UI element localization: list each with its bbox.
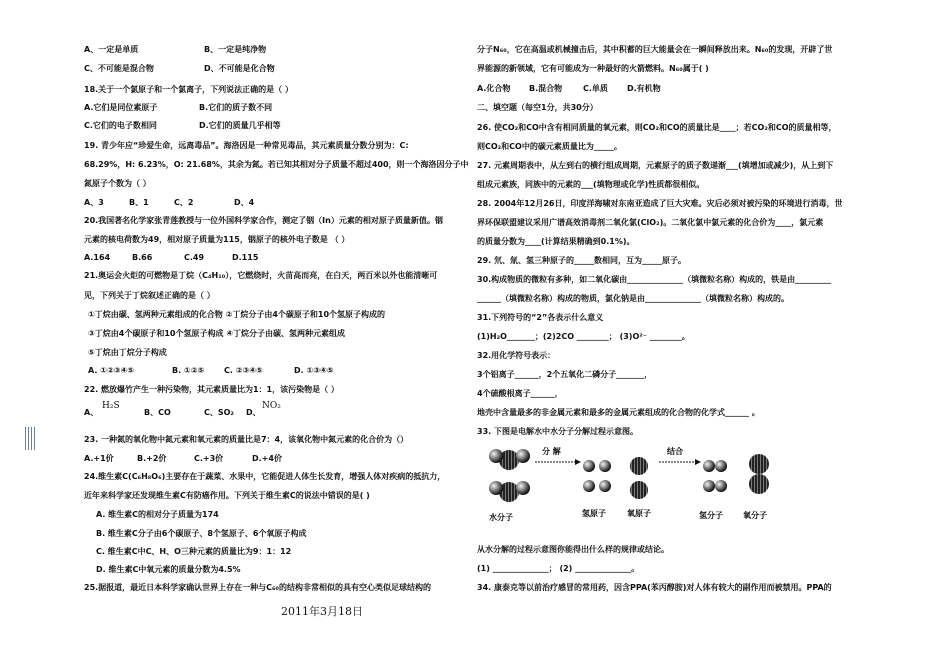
right-line: ______（填微粒名称）构成的物质，氯化钠是由______________（填微粒名称）构成的。 xyxy=(477,294,789,303)
left-line: 24.维生素C(C₆H₈O₆)主要存在于蔬菜、水果中，它能促进人体生长发育，增强人体对疾病的抵抗力， xyxy=(84,472,446,481)
label-hydrogen-molecule: 氢分子 xyxy=(699,511,723,520)
right-line: C.单质 xyxy=(583,84,608,93)
label-water-molecule: 水分子 xyxy=(489,513,513,522)
left-line: D、 xyxy=(246,408,261,417)
left-line: 21.奥运会火炬的可燃物是丁烷（C₄H₁₀），它燃烧时，火苗高而亮，在白天，两百米以外也能清晰可 xyxy=(84,271,438,280)
arrow-label-combine: 结合 xyxy=(667,447,683,456)
left-line: D、4 xyxy=(234,198,255,207)
right-line: 从水分解的过程示意图你能得出什么样的规律或结论。 xyxy=(477,545,669,554)
right-line: (1)H₂O_______；(2)2CO ________； (3)O²⁻ ________。 xyxy=(477,332,690,341)
right-line: B.混合物 xyxy=(529,84,563,93)
left-line: A. ①②③④⑤ xyxy=(88,366,135,375)
left-line: ③丁烷由4个碳原子和10个氢原子构成 ④丁烷分子由碳、氢两种元素组成 xyxy=(88,329,346,338)
left-line: 25.据报道，最近日本科学家确认世界上存在一种与C₆₀的结构非常相似的具有空心类似足球结构的 xyxy=(84,583,432,592)
left-line: A、 xyxy=(84,408,99,417)
right-line: 29. 氘、氚、氢三种原子的_____数相同，互为_____原子。 xyxy=(477,256,686,265)
left-line: C. 维生素C中C、H、O三种元素的质量比为9：1：12 xyxy=(96,547,292,556)
left-line: B、1 xyxy=(129,198,149,207)
left-line: A. 维生素C的相对分子质量为174 xyxy=(96,510,219,519)
oxygen-atoms xyxy=(630,457,648,499)
formula-no2: NO₂ xyxy=(262,401,281,411)
left-line: 见，下列关于丁烷叙述正确的是（ ） xyxy=(84,291,215,300)
left-line: D、不可能是化合物 xyxy=(204,64,275,73)
label-oxygen-atom: 氧原子 xyxy=(627,509,651,518)
label-hydrogen-atom: 氢原子 xyxy=(582,509,606,518)
hydrogen-atom xyxy=(516,481,530,495)
right-line: 3个铝离子______，2个五氧化二磷分子_______， xyxy=(477,370,653,379)
right-line: 界环保联盟建议采用广谱高效消毒剂二氧化氯(ClO₂)。二氧化氯中氯元素的化合价为____，氯元素 xyxy=(477,218,824,227)
binding-marks xyxy=(25,427,37,450)
left-line: 氮原子个数为（ ） xyxy=(84,179,151,188)
left-line: 元素的核电荷数为49，相对原子质量为115，铟原子的核外电子数是 （ ） xyxy=(84,235,350,244)
left-line: B.它们的质子数不同 xyxy=(199,103,273,112)
left-line: A、3 xyxy=(84,198,104,207)
left-line: 23. 一种氮的氧化物中氮元素和氧元素的质量比是7：4，该氧化物中氮元素的化合价为（） xyxy=(84,435,409,444)
left-line: C.+3价 xyxy=(194,454,224,463)
right-line: 的质量分数为____(计算结果精确到0.1%)。 xyxy=(477,237,635,246)
arrow-label-decompose: 分 解 xyxy=(542,447,561,456)
right-line: 30.构成物质的微粒有多种，如二氧化碳由______________（填微粒名称）构成的，铁是由_________ xyxy=(477,275,832,284)
left-line: 68.29%，H: 6.23%，O: 21.68%，其余为氮。若已知其相对分子质量不超过400，则一个海洛因分子中 xyxy=(84,160,469,169)
right-line: 32.用化学符号表示： xyxy=(477,351,556,360)
left-line: B. ①②⑤ xyxy=(172,366,205,375)
right-line: A.化合物 xyxy=(477,84,511,93)
left-line: 20.我国著名化学家张青莲教授与一位外国科学家合作，测定了铟（In）元素的相对原子质量新值。铟 xyxy=(84,216,443,225)
hydrogen-atom xyxy=(489,481,503,495)
right-line: 二、填空题（每空1分，共30分） xyxy=(477,103,598,112)
left-line: C.49 xyxy=(184,253,205,262)
left-line: 18.关于一个氯原子和一个氯离子，下列说法正确的是（ ） xyxy=(84,85,293,94)
left-line: A.164 xyxy=(84,253,111,262)
left-line: D.它们的质量几乎相等 xyxy=(199,121,281,130)
right-line: 34. 康泰克等以前治疗感冒的常用药，因含PPA(苯丙醇胺)对人体有较大的副作用而被禁用。PPA的 xyxy=(477,583,832,592)
left-line: D. 维生素C中氧元素的质量分数为4.5% xyxy=(96,565,241,574)
right-line: 组成元素族，同族中的元素的___(填物理或化学)性质都很相似。 xyxy=(477,180,705,189)
right-line: 4个硫酸根离子______， xyxy=(477,389,563,398)
left-line: D.115 xyxy=(232,253,259,262)
left-line: 19. 青少年应“珍爱生命，远离毒品”。海洛因是一种常见毒品，其元素质量分数分别为：C: xyxy=(84,141,409,150)
left-line: ①丁烷由碳、氢两种元素组成的化合物 ②丁烷分子由4个碳原子和10个氢原子构成的 xyxy=(88,310,386,319)
hydrogen-atom xyxy=(516,449,530,463)
left-line: D.+4价 xyxy=(252,454,282,463)
left-line: B、一定是纯净物 xyxy=(204,45,267,54)
right-line: 地壳中含量最多的非金属元素和最多的金属元素组成的化合物的化学式______ 。 xyxy=(477,408,760,417)
label-oxygen-molecule: 氧分子 xyxy=(743,511,767,520)
page-footer-date: 2011年3月18日 xyxy=(281,605,363,618)
left-line: C.它们的电子数相同 xyxy=(84,121,157,130)
right-line: 28. 2004年12月26日，印度洋海啸对东南亚造成了巨大灾难。灾后必须对被污染的环境进行消毒，世 xyxy=(477,199,843,208)
left-line: B、CO xyxy=(144,408,171,417)
right-line: 26. 使CO₂和CO中含有相同质量的氧元素，则CO₂和CO的质量比是____；若CO₂和CO的质量相等， xyxy=(477,123,837,132)
left-line: B. 维生素C分子由6个碳原子、8个氢原子、6个氧原子构成 xyxy=(96,529,307,538)
left-line: B.+2价 xyxy=(137,454,167,463)
right-line: (1) ______________； (2) ______________。 xyxy=(477,564,640,573)
water-molecule-top xyxy=(489,449,530,470)
left-line: C、2 xyxy=(174,198,194,207)
hydrogen-molecules xyxy=(703,460,727,492)
hydrogen-atom xyxy=(489,449,503,463)
left-line: A.+1价 xyxy=(84,454,114,463)
left-line: C、不可能是混合物 xyxy=(84,64,154,73)
left-line: C、SO₂ xyxy=(204,408,234,417)
formula-h2s: H₂S xyxy=(102,401,120,411)
right-line: 界能源的新领域，它有可能成为一种最好的火箭燃料。N₆₀属于( ) xyxy=(477,64,709,73)
left-line: 22. 燃放爆竹产生一种污染物，其元素质量比为1：1，该污染物是（ ） xyxy=(84,385,339,394)
water-molecule-bottom xyxy=(489,481,530,502)
left-line: D. ①③④⑤ xyxy=(294,366,334,375)
right-line: 31.下列符号的“2”各表示什么意义 xyxy=(477,313,604,322)
oxygen-molecule xyxy=(749,454,769,494)
left-line: 近年来科学家还发现维生素C有防癌作用。下列关于维生素C的说法中错误的是( ) xyxy=(84,491,370,500)
right-line: 分子N₆₀，它在高温或机械撞击后，其中积蓄的巨大能量会在一瞬间释放出来。N₆₀的发现，开辟了世 xyxy=(477,45,833,54)
left-line: A、一定是单质 xyxy=(84,45,139,54)
right-line: 则CO₂和CO中的碳元素质量比为_____。 xyxy=(477,142,622,151)
left-line: ⑤丁烷由丁烷分子构成 xyxy=(88,348,167,357)
left-line: A.它们是同位素原子 xyxy=(84,103,158,112)
left-line: C. ②③④⑤ xyxy=(224,366,263,375)
right-line: 33. 下图是电解水中水分子分解过程示意图。 xyxy=(477,427,638,436)
left-line: B.66 xyxy=(132,253,153,262)
right-line: D.有机物 xyxy=(627,84,661,93)
water-electrolysis-diagram xyxy=(487,440,797,525)
right-line: 27. 元素周期表中，从左到右的横行组成周期，元素原子的质子数递渐___(填增加或减少)，从上到下 xyxy=(477,161,834,170)
hydrogen-atoms xyxy=(583,460,611,492)
